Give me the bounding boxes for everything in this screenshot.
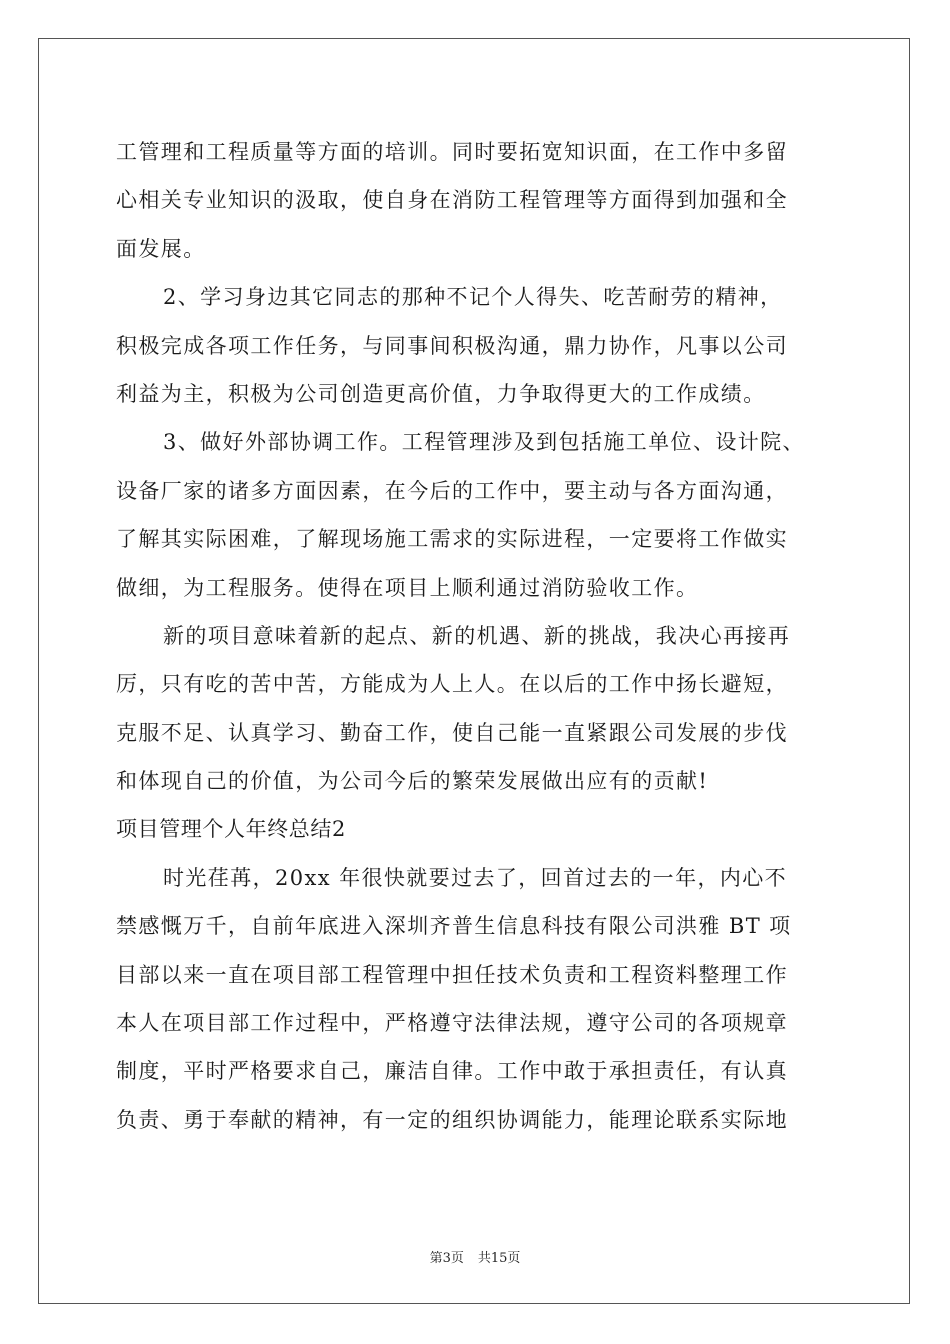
text-line: 积极完成各项工作任务，与同事间积极沟通，鼎力协作，凡事以公司 [116,333,788,358]
text-line: 做细，为工程服务。使得在项目上顺利通过消防验收工作。 [116,575,699,600]
text-line: 时光荏苒，20xx 年很快就要过去了，回首过去的一年，内心不 [163,865,788,890]
text-line: 克服不足、认真学习、勤奋工作，使自己能一直紧跟公司发展的步伐 [116,720,788,745]
text-line: 心相关专业知识的汲取，使自身在消防工程管理等方面得到加强和全 [116,188,788,213]
document-body [116,128,836,1144]
text-line: 厉，只有吃的苦中苦，方能成为人上人。在以后的工作中扬长避短， [116,672,788,697]
text-line: 目部以来一直在项目部工程管理中担任技术负责和工程资料整理工作 [116,962,788,987]
text-line: 了解其实际困难，了解现场施工需求的实际进程，一定要将工作做实 [116,527,788,552]
text-line: 和体现自己的价值，为公司今后的繁荣发展做出应有的贡献! [116,769,709,794]
text-line: 3、做好外部协调工作。工程管理涉及到包括施工单位、设计院、 [163,430,805,455]
text-line: 工管理和工程质量等方面的培训。同时要拓宽知识面，在工作中多留 [116,140,788,164]
total-page-count: 共15页 [477,1251,521,1266]
section-heading: 项目管理个人年终总结2 [116,817,346,842]
current-page-number: 第3页 [429,1251,464,1266]
page-footer [0,1247,950,1266]
text-line: 负责、勇于奉献的精神，有一定的组织协调能力，能理论联系实际地 [116,1107,788,1132]
text-line: 禁感慨万千，自前年底进入深圳齐普生信息科技有限公司洪雅 BT 项 [116,914,792,939]
text-line: 新的项目意味着新的起点、新的机遇、新的挑战，我决心再接再 [163,623,791,648]
text-line: 利益为主，积极为公司创造更高价值，力争取得更大的工作成绩。 [116,381,766,406]
text-line: 制度，平时严格要求自己，廉洁自律。工作中敢于承担责任，有认真 [116,1059,788,1084]
text-line: 本人在项目部工作过程中，严格遵守法律法规，遵守公司的各项规章 [116,1011,788,1036]
text-line: 设备厂家的诸多方面因素，在今后的工作中，要主动与各方面沟通， [116,478,788,503]
text-line: 面发展。 [116,236,206,261]
text-line: 2、学习身边其它同志的那种不记个人得失、吃苦耐劳的精神， [163,285,783,310]
